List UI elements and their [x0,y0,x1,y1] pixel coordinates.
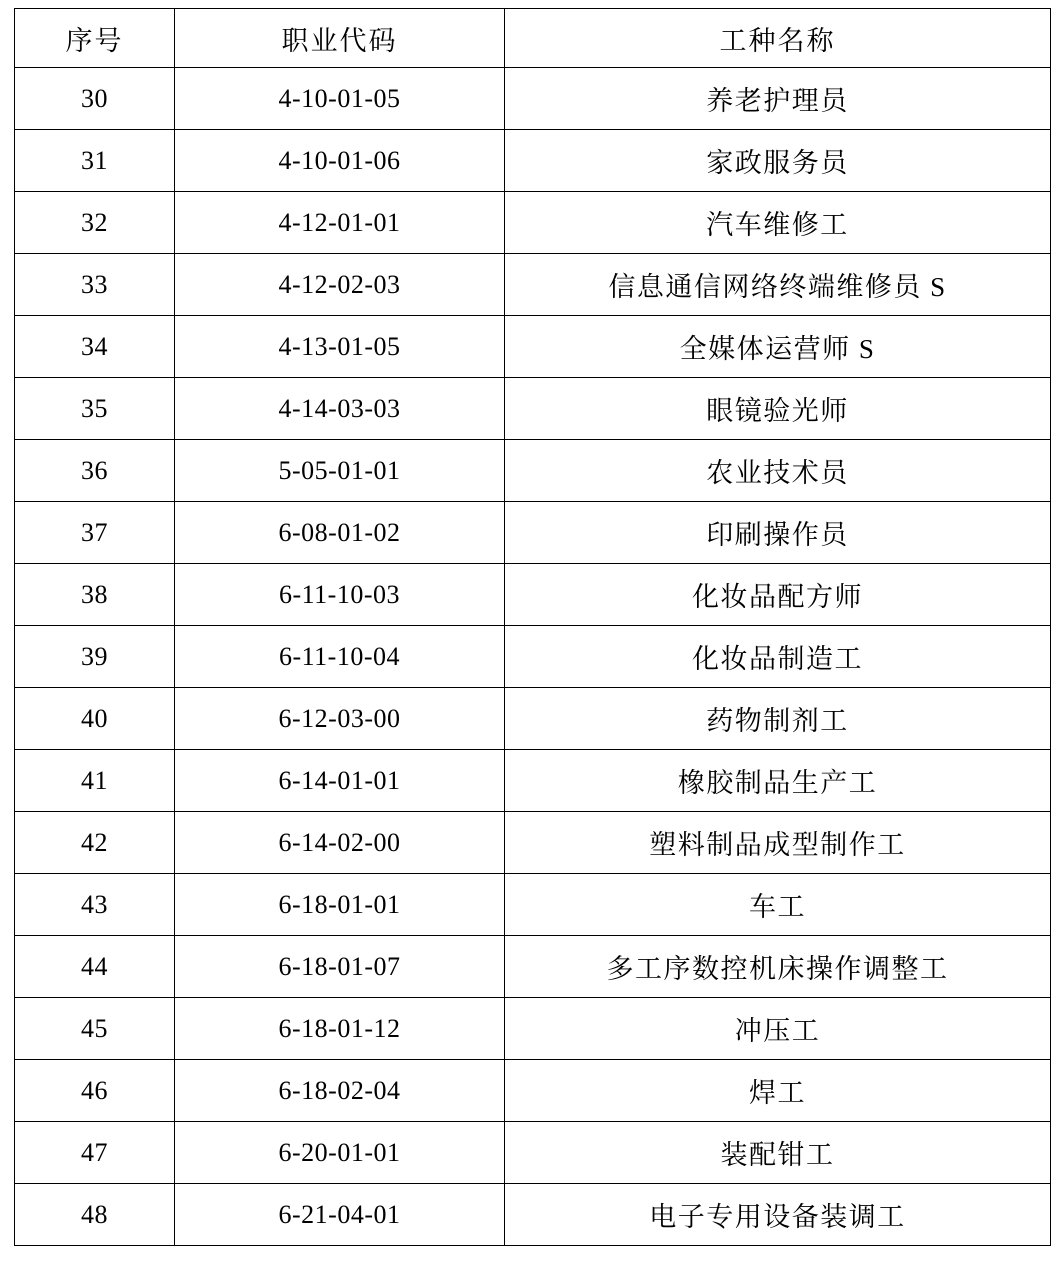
cell-occupation-name: 电子专用设备装调工 [505,1184,1051,1246]
cell-occupation-name: 车工 [505,874,1051,936]
cell-occupation-name: 焊工 [505,1060,1051,1122]
cell-occupation-name: 养老护理员 [505,68,1051,130]
cell-occupation-name: 多工序数控机床操作调整工 [505,936,1051,998]
cell-occupation-name: 家政服务员 [505,130,1051,192]
cell-index: 31 [15,130,175,192]
table-row [15,1060,1051,1122]
table-row [15,1122,1051,1184]
cell-occupation-name: 化妆品配方师 [505,564,1051,626]
cell-occupation-code: 6-14-02-00 [175,812,505,874]
cell-index: 35 [15,378,175,440]
table-row [15,254,1051,316]
table-row [15,874,1051,936]
table-header-row [15,9,1051,68]
cell-occupation-name: 农业技术员 [505,440,1051,502]
cell-index: 43 [15,874,175,936]
cell-index: 41 [15,750,175,812]
cell-index: 39 [15,626,175,688]
cell-index: 34 [15,316,175,378]
table-row [15,564,1051,626]
cell-index: 38 [15,564,175,626]
cell-occupation-name: 印刷操作员 [505,502,1051,564]
cell-occupation-name: 橡胶制品生产工 [505,750,1051,812]
table-row [15,1184,1051,1246]
table-body [15,68,1051,1246]
table-row [15,626,1051,688]
cell-occupation-code: 6-11-10-03 [175,564,505,626]
cell-index: 46 [15,1060,175,1122]
cell-occupation-name: 眼镜验光师 [505,378,1051,440]
cell-index: 47 [15,1122,175,1184]
cell-index: 33 [15,254,175,316]
cell-occupation-code: 6-20-01-01 [175,1122,505,1184]
table-row [15,192,1051,254]
occupation-table [14,8,1051,1246]
cell-occupation-code: 4-10-01-06 [175,130,505,192]
table-row [15,502,1051,564]
table-row [15,440,1051,502]
cell-index: 37 [15,502,175,564]
cell-occupation-name: 信息通信网络终端维修员 S [505,254,1051,316]
cell-occupation-code: 6-18-02-04 [175,1060,505,1122]
cell-occupation-code: 6-08-01-02 [175,502,505,564]
table-row [15,936,1051,998]
cell-occupation-code: 6-18-01-01 [175,874,505,936]
cell-occupation-code: 6-21-04-01 [175,1184,505,1246]
cell-index: 48 [15,1184,175,1246]
table-row [15,812,1051,874]
table-row [15,688,1051,750]
cell-occupation-code: 4-12-01-01 [175,192,505,254]
cell-occupation-code: 4-10-01-05 [175,68,505,130]
cell-occupation-name: 装配钳工 [505,1122,1051,1184]
cell-index: 45 [15,998,175,1060]
cell-occupation-code: 6-14-01-01 [175,750,505,812]
table-row [15,130,1051,192]
cell-occupation-code: 5-05-01-01 [175,440,505,502]
cell-occupation-code: 6-12-03-00 [175,688,505,750]
cell-index: 30 [15,68,175,130]
cell-occupation-code: 4-13-01-05 [175,316,505,378]
cell-occupation-code: 6-11-10-04 [175,626,505,688]
column-header-name: 工种名称 [505,9,1051,68]
cell-occupation-name: 塑料制品成型制作工 [505,812,1051,874]
cell-occupation-name: 冲压工 [505,998,1051,1060]
cell-occupation-name: 汽车维修工 [505,192,1051,254]
cell-occupation-name: 全媒体运营师 S [505,316,1051,378]
cell-index: 44 [15,936,175,998]
table-header [15,9,1051,68]
table-row [15,68,1051,130]
cell-index: 42 [15,812,175,874]
cell-index: 36 [15,440,175,502]
table-row [15,378,1051,440]
cell-occupation-code: 4-14-03-03 [175,378,505,440]
column-header-index: 序号 [15,9,175,68]
cell-index: 32 [15,192,175,254]
cell-occupation-code: 4-12-02-03 [175,254,505,316]
column-header-code: 职业代码 [175,9,505,68]
cell-occupation-name: 化妆品制造工 [505,626,1051,688]
cell-occupation-code: 6-18-01-07 [175,936,505,998]
cell-occupation-name: 药物制剂工 [505,688,1051,750]
cell-index: 40 [15,688,175,750]
table-row [15,316,1051,378]
cell-occupation-code: 6-18-01-12 [175,998,505,1060]
table-row [15,750,1051,812]
table-row [15,998,1051,1060]
